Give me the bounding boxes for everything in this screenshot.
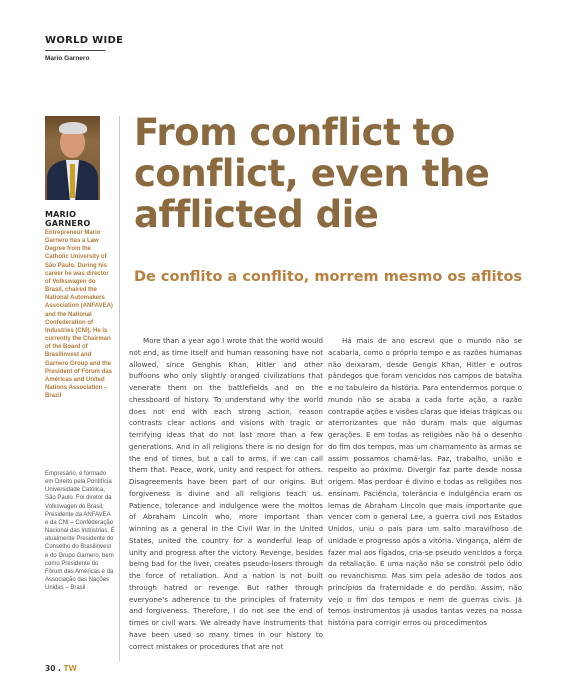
page-footer (45, 664, 77, 673)
article-body-english: More than a year ago I wrote that the world would not end, as time itself and human reasoning have not allowed, since Genghis Khan, Hitler and other buffoons who only slightly oranged civilizations that venerate them on the battlefields and on the chessboard of history. To understand why the world does not end with each strong action, reason contrasts clear actions and visions with tragic or terrifying ideas that do not last more than a few generations. And in all religions there is no design for the end of times, but a call to arms, if we can call them that. Peace, work, unity and respect for others. Disagreements have been part of our origins. But forgiveness is divine and all religions teach us. Patience, tolerance and indulgence were the mottos of Abraham Lincoln who, more important than winning as a general in the Civil War in the United States, united the country for a wonderful leap of unity and progress after the victory. Revenge, besides being bad for the liver, creates pseudo-losers through the force of retaliation. And a nation is not built through hatred or revenge. But rather through everyone's adherence to the principles of fraternity and forgiveness. Therefore, I do not see the end of times or civil wars. We already have instruments that have been used so many times in our history to correct mistakes or procedures that are not (129, 336, 323, 651)
author-name (45, 210, 90, 228)
section-divider (45, 50, 105, 51)
footer-brand: TW (63, 664, 77, 673)
author-photo (45, 116, 100, 200)
section-label: WORLD WIDE (45, 35, 124, 46)
article-subtitle: De conflito a conflito, morrem mesmo os aflitos (134, 269, 523, 285)
article-body-portuguese: Há mais de ano escrevi que o mundo não se acabaria, como o próprio tempo e as razões humanas não deixaram, desde Gengis Khan, Hitler e outros pândegos que foram vencidos nos campos de batalha e no tabuleiro da história. Para entendermos porque o mundo não se acaba a cada forte ação, a razão contrapõe ações e visões claras que ideias trágicas ou aterrorizantes que não duram mais que algumas gerações. E em todas as religiões não há o desenho do fim dos tempos, mas um chamamento às armas se assim possamos chamá-las. Paz, trabalho, união e respeito ao próximo. Divergir faz parte desde nossa origem. Mas perdoar é divino e todas as religiões nos ensinam. Paciência, tolerância e indulgência eram os lemas de Abraham Lincoln que mais importante que vencer com o general Lee, a guerra civil nos Estados Unidos, uniu o país para um salto maravilhoso de unidade e progresso após a vitória. Vingança, além de fazer mal aos fígados, cria-se pseudo vencidos a força da retaliação. E uma nação não se constrói pelo ódio ou revanchismo. Mas sim pela adesão de todos aos princípios da fraternidade e do perdão. Assim, não vejo o fim dos tempos e nem de guerras civis. Já temos instrumentos já usados tantas vezes na nossa história para corrigir erros ou procedimentos (328, 336, 522, 627)
author-bio-portuguese: Empresário, é formado em Direito pela Pontifícia Universidade Católica, São Paulo. Foi diretor da Volkswagen do Brasil, Presidente da ANFAVEA e da CNI – Confederação Nacional das Indústrias. É atualmente Presidente do Conselho do Brasilinvest e do Grupo Garnero, bem como Presidente do Fórum das Américas e da Associação das Nações Unidas – Brasil (45, 471, 115, 592)
footer-separator: . (55, 664, 64, 673)
article-title: From conflict to conflict, even the afflicted die (134, 111, 490, 236)
page-number: 30 (45, 664, 56, 673)
author-name-first: MARIO (45, 210, 77, 219)
author-bio-english: Entrepreneur Mario Garnero has a Law Degree from the Catholic University of São Paulo. During his career he was director of Volkswagen do Brasil, chaired the National Automakers Association (ANFAVEA) and the National Confederation of Industries (CNI). He is currently the Chairman of the Board of Brasilinvest and Garnero Group and the President of Fórum das Américas and United Nations Association – Brazil (45, 230, 113, 400)
author-name-last: GARNERO (45, 219, 91, 228)
column-divider (119, 116, 120, 661)
header-author: Mario Garnero (45, 55, 90, 62)
